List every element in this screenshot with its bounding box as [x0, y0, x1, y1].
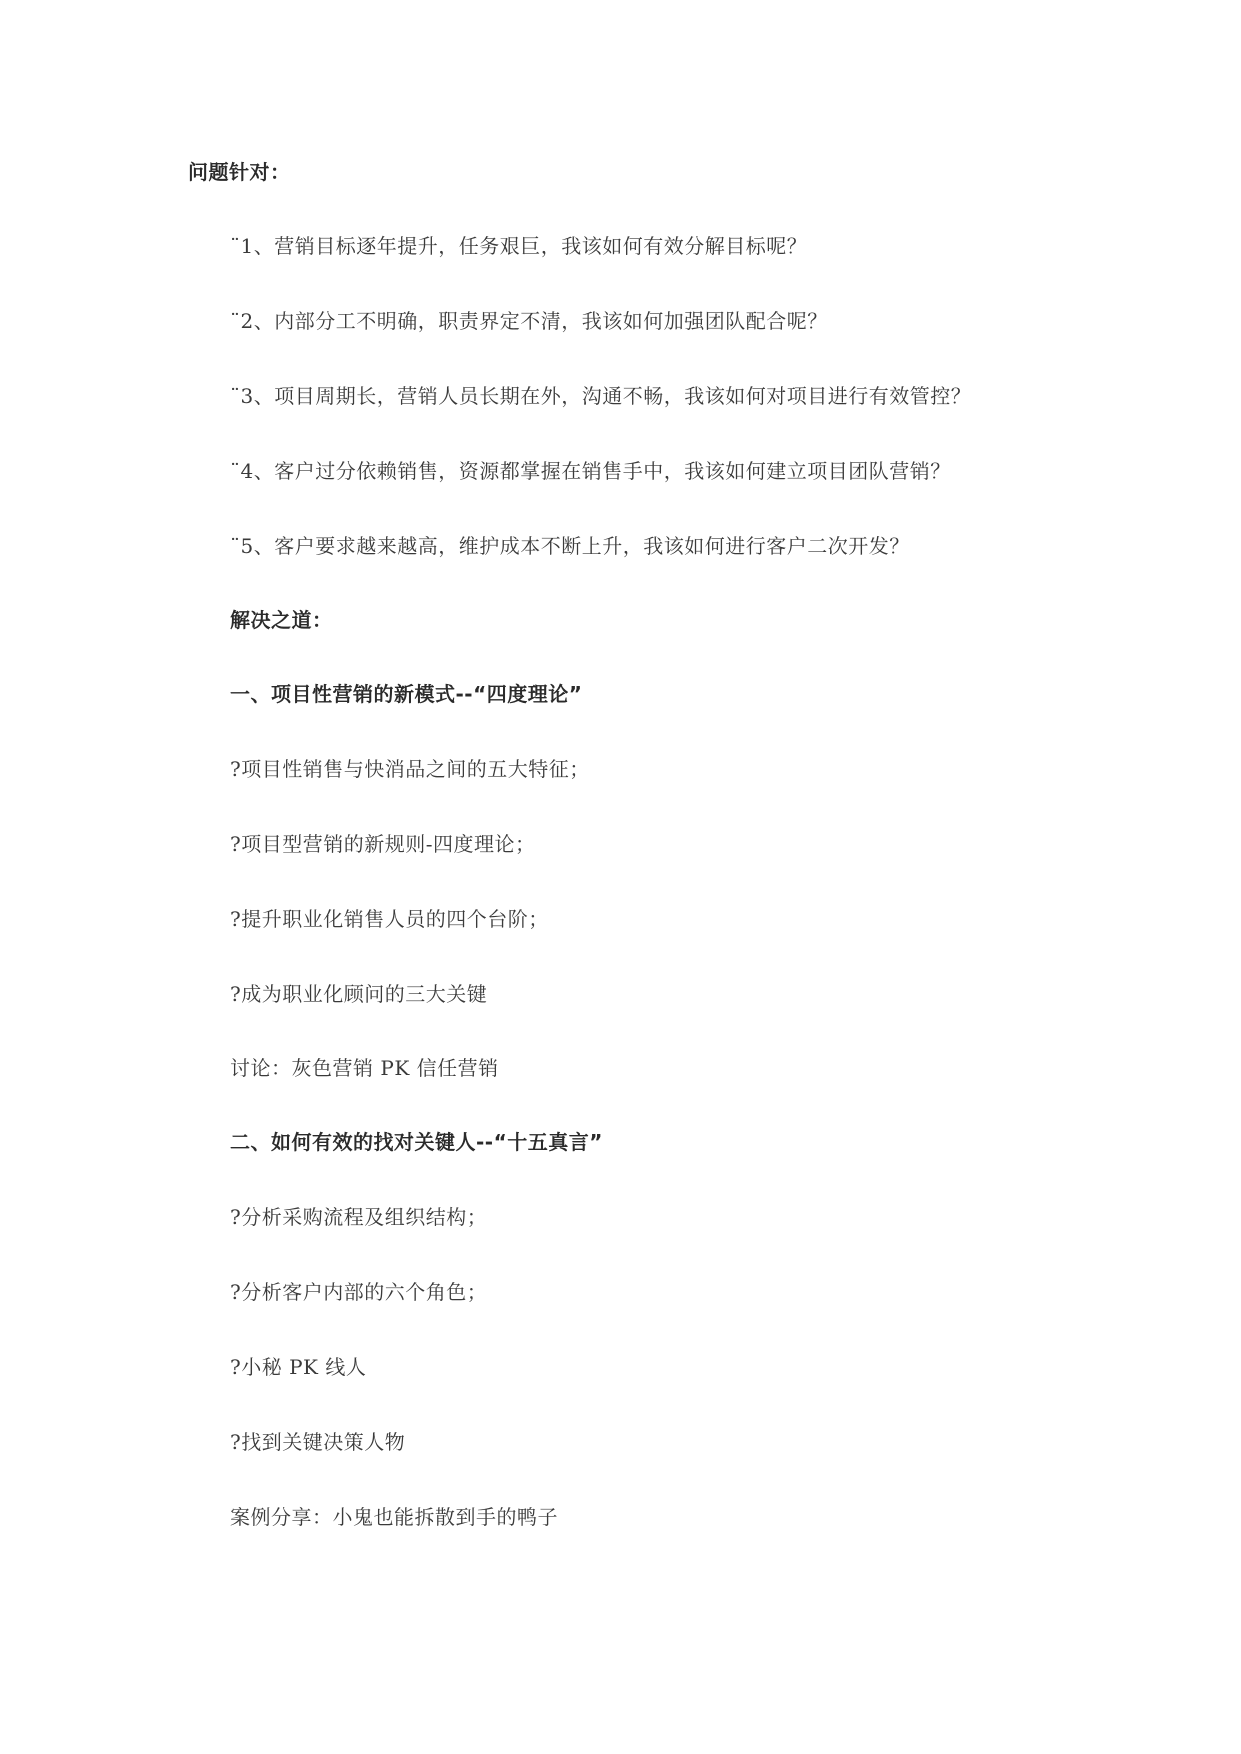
section-2-item-3: ?小秘 PK 线人: [230, 1355, 367, 1379]
section-1-item-1: ?项目性销售与快消品之间的五大特征；: [230, 757, 590, 781]
problem-item-4: ¨4、客户过分依赖销售，资源都掌握在销售手中，我该如何建立项目团队营销？: [230, 459, 951, 483]
problems-heading: 问题针对：: [188, 160, 291, 184]
solutions-heading: 解决之道：: [230, 608, 333, 632]
problem-item-3: ¨3、项目周期长，营销人员长期在外，沟通不畅，我该如何对项目进行有效管控？: [230, 384, 972, 408]
problem-item-1: ¨1、营销目标逐年提升，任务艰巨，我该如何有效分解目标呢？: [230, 234, 808, 258]
section-2-item-2: ?分析客户内部的六个角色；: [230, 1280, 488, 1304]
problem-item-2: ¨2、内部分工不明确，职责界定不清，我该如何加强团队配合呢？: [230, 309, 828, 333]
section-1-title: 一、项目性营销的新模式--“四度理论”: [230, 682, 583, 706]
section-2-title: 二、如何有效的找对关键人--“十五真言”: [230, 1130, 603, 1154]
section-1-item-4: ?成为职业化顾问的三大关键: [230, 982, 488, 1006]
section-2-case: 案例分享：小鬼也能拆散到手的鸭子: [230, 1505, 558, 1529]
section-2-item-1: ?分析采购流程及组织结构；: [230, 1205, 488, 1229]
section-1-item-2: ?项目型营销的新规则-四度理论；: [230, 832, 536, 856]
section-1-discussion: 讨论：灰色营销 PK 信任营销: [230, 1056, 499, 1080]
problem-item-5: ¨5、客户要求越来越高，维护成本不断上升，我该如何进行客户二次开发？: [230, 534, 910, 558]
section-2-item-4: ?找到关键决策人物: [230, 1430, 406, 1454]
section-1-item-3: ?提升职业化销售人员的四个台阶；: [230, 907, 549, 931]
